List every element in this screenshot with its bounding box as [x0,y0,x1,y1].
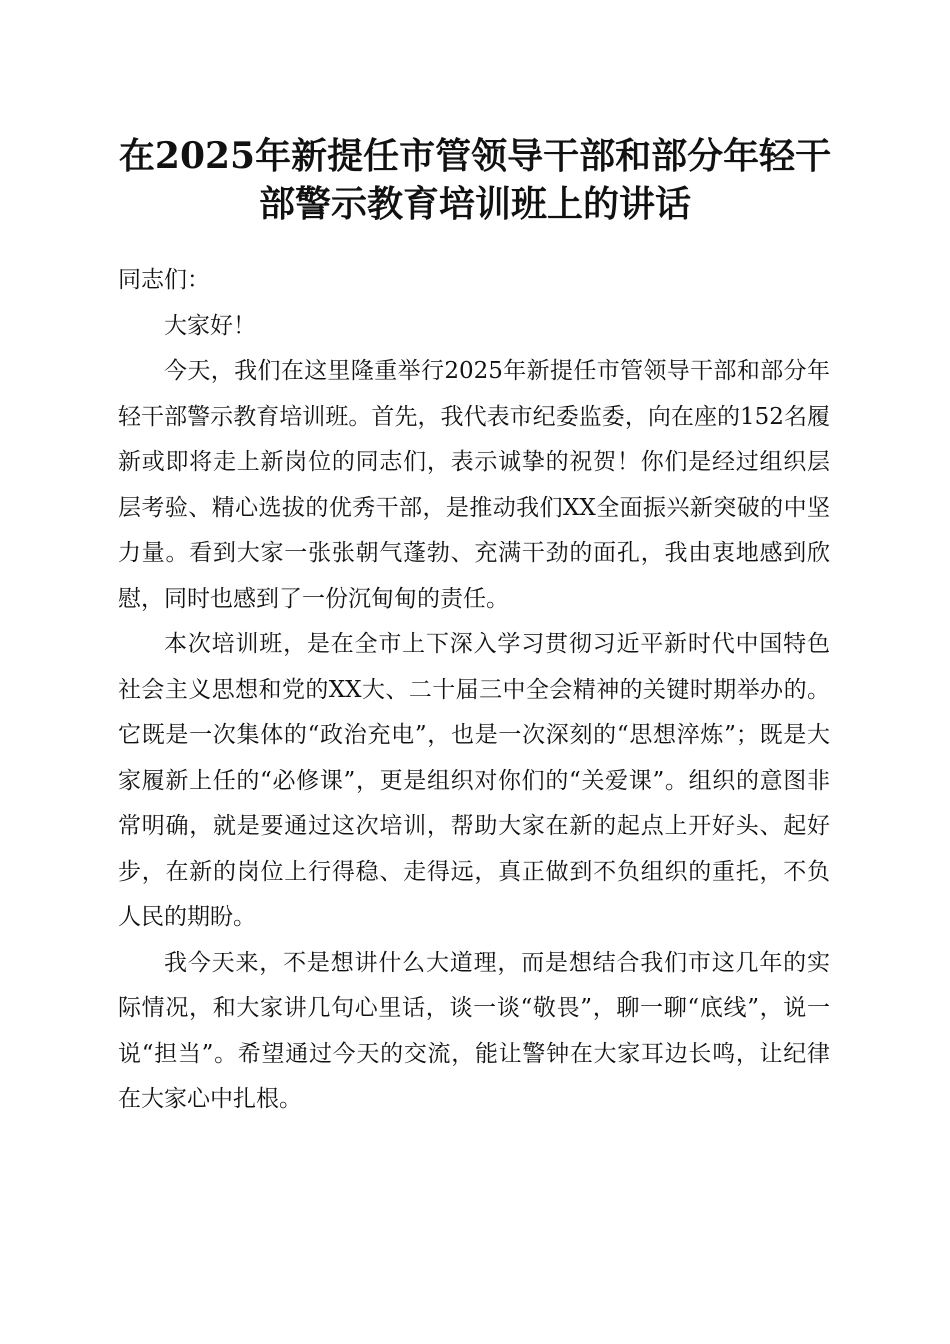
paragraph-2: 本次培训班，是在全市上下深入学习贯彻习近平新时代中国特色社会主义思想和党的XX大、二十届三中全会精神的关键时期举办的。它既是一次集体的“政治充电”，也是一次深刻的“思想淬炼”；既是大家履新上任的“必修课”，更是组织对你们的“关爱课”。组织的意图非常明确，就是要通过这次培训，帮助大家在新的起点上开好头、起好步，在新的岗位上行得稳、走得远，真正做到不负组织的重托，不负人民的期盼。 [118,631,830,930]
paragraph-greeting: 大家好！ [164,312,256,339]
title-line-2: 部警示教育培训班上的讲话 [258,183,691,225]
salutation: 同志们： [118,267,210,293]
paragraph-1: 今天，我们在这里隆重举行2025年新提任市管领导干部和部分年轻干部警示教育培训班。首先，我代表市纪委监委，向在座的152名履新或即将走上新岗位的同志们，表示诚挚的祝贺！你们是经过组织层层考验、精心选拔的优秀干部，是推动我们XX全面振兴新突破的中坚力量。看到大家一张张朝气蓬勃、充满干劲的面孔，我由衷地感到欣慰，同时也感到了一份沉甸甸的责任。 [118,358,830,612]
paragraph-3: 我今天来，不是想讲什么大道理，而是想结合我们市这几年的实际情况，和大家讲几句心里话，谈一谈“敬畏”，聊一聊“底线”，说一说“担当”。希望通过今天的交流，能让警钟在大家耳边长鸣，让纪律在大家心中扎根。 [118,949,830,1112]
document-title [100,132,850,228]
document-body [118,258,830,1123]
title-line-1: 在2025年新提任市管领导干部和部分年轻干 [118,135,832,177]
